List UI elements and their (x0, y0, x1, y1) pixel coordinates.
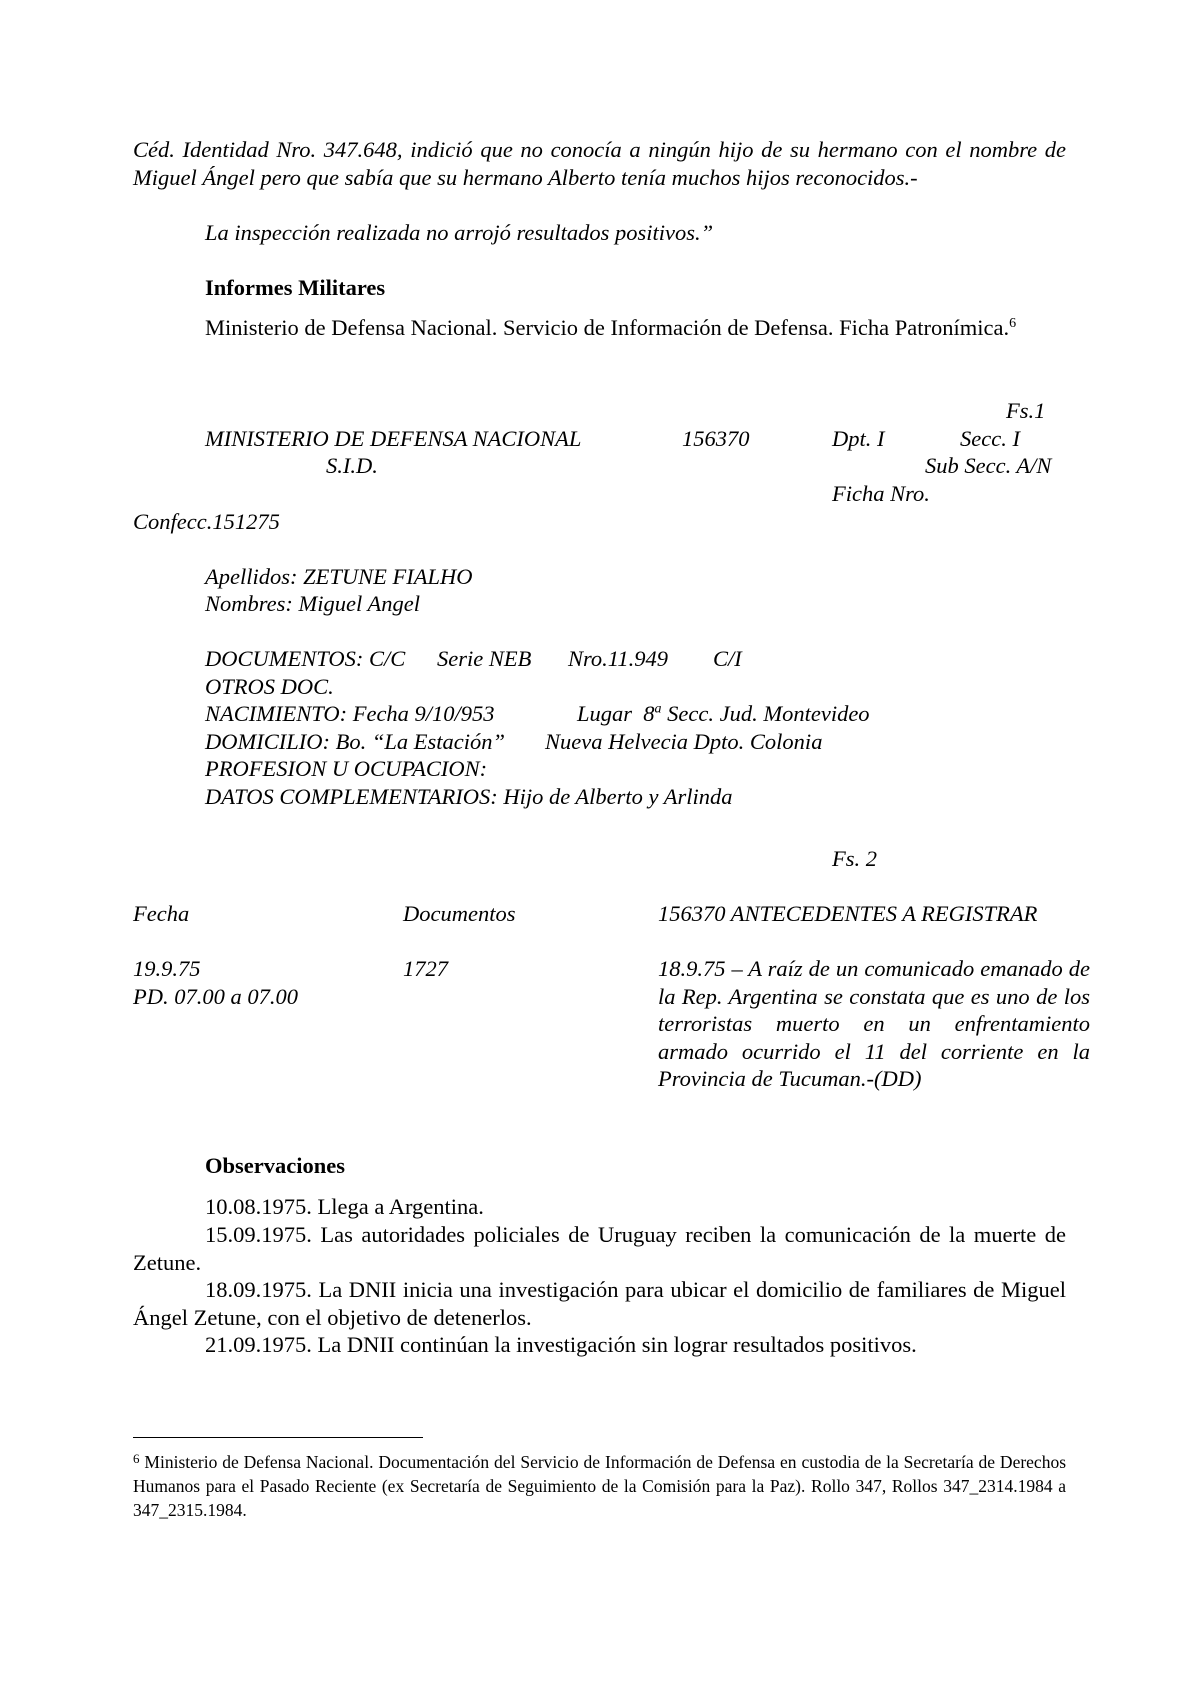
ficha-lugar-label: Lugar (577, 701, 633, 726)
ficha-numero: 156370 (682, 426, 750, 451)
ficha-confecc: Confecc.151275 (133, 509, 280, 534)
informes-text: Ministerio de Defensa Nacional. Servicio de Información de Defensa. Ficha Patronímica. (205, 315, 1010, 340)
ficha-fs1: Fs.1 (1006, 398, 1046, 423)
ficha-lugar (577, 700, 870, 728)
table-cell-fecha: 19.9.75 (133, 956, 201, 981)
ficha-apellidos: Apellidos: ZETUNE FIALHO (205, 564, 473, 589)
ficha-lugar-ordinal: a (654, 701, 662, 717)
observacion-item: 10.08.1975. Llega a Argentina. (205, 1194, 484, 1219)
table-cell-fecha-pd: PD. 07.00 a 07.00 (133, 984, 298, 1009)
ficha-sid: S.I.D. (326, 453, 378, 478)
ficha-lugar-number: 8 (643, 701, 655, 726)
footnote-separator (133, 1437, 423, 1438)
ficha-nro: Nro.11.949 (568, 646, 669, 671)
ficha-dpt: Dpt. I (832, 426, 885, 451)
ficha-lugar-rest: Secc. Jud. Montevideo (667, 701, 870, 726)
fs2-label: Fs. 2 (832, 846, 877, 871)
ficha-documentos: DOCUMENTOS: C/C (205, 646, 406, 671)
ficha-profesion: PROFESION U OCUPACION: (205, 756, 488, 781)
ficha-otros-doc: OTROS DOC. (205, 674, 334, 699)
section-heading-informes-militares: Informes Militares (205, 275, 386, 300)
ficha-secc: Secc. I (960, 426, 1020, 451)
footnote-text: Ministerio de Defensa Nacional. Documentación del Servicio de Información de Defensa en custodia de la Secretaría de Derechos Humanos para el Pasado Reciente (ex Secretaría de Seguimiento de la Comisión para la Paz). Rollo 347, Rollos 347_2314.1984 a 347_2315.1984. (133, 1452, 1067, 1520)
table-header-antecedentes: 156370 ANTECEDENTES A REGISTRAR (658, 901, 1038, 926)
table-header-documentos: Documentos (403, 901, 516, 926)
observacion-item: 21.09.1975. La DNII continúan la investigación sin lograr resultados positivos. (205, 1332, 917, 1357)
table-cell-antecedente: 18.9.75 – A raíz de un comunicado emanado de la Rep. Argentina se constata que es uno de los terroristas muerto en un enfrentamiento armado ocurrido el 11 del corriente en la Provincia de Tucuman.-(DD) (658, 956, 1090, 1091)
ficha-ministerio: MINISTERIO DE DEFENSA NACIONAL (205, 426, 582, 451)
ficha-ficha-nro: Ficha Nro. (832, 481, 930, 506)
section-heading-observaciones: Observaciones (205, 1153, 345, 1178)
ficha-domicilio: DOMICILIO: Bo. “La Estación” (205, 729, 506, 754)
footnote-number: 6 (133, 1451, 140, 1466)
footnote-reference: 6 (1009, 316, 1017, 331)
intro-paragraph: Céd. Identidad Nro. 347.648, indició que no conocía a ningún hijo de su hermano con el nombre de Miguel Ángel pero que sabía que su hermano Alberto tenía muchos hijos reconocidos.- (133, 137, 1066, 190)
informes-paragraph (133, 314, 1066, 342)
ficha-domicilio-rest: Nueva Helvecia Dpto. Colonia (545, 729, 823, 754)
table-cell-documento: 1727 (403, 956, 448, 981)
observacion-item: 15.09.1975. Las autoridades policiales de Uruguay reciben la comunicación de la muerte de Zetune. (133, 1222, 1066, 1275)
footnote (133, 1447, 1066, 1522)
ficha-datos-complementarios: DATOS COMPLEMENTARIOS: Hijo de Alberto y Arlinda (205, 784, 733, 809)
ficha-nacimiento: NACIMIENTO: Fecha 9/10/953 (205, 701, 495, 726)
ficha-serie: Serie NEB (437, 646, 532, 671)
ficha-nombres: Nombres: Miguel Angel (205, 591, 420, 616)
intro-closing-line: La inspección realizada no arrojó resultados positivos.” (205, 220, 714, 245)
ficha-sub-secc: Sub Secc. A/N (925, 453, 1052, 478)
table-header-fecha: Fecha (133, 901, 190, 926)
observacion-item: 18.09.1975. La DNII inicia una investigación para ubicar el domicilio de familiares de Miguel Ángel Zetune, con el objetivo de detenerlos. (133, 1277, 1066, 1330)
ficha-ci: C/I (713, 646, 742, 671)
